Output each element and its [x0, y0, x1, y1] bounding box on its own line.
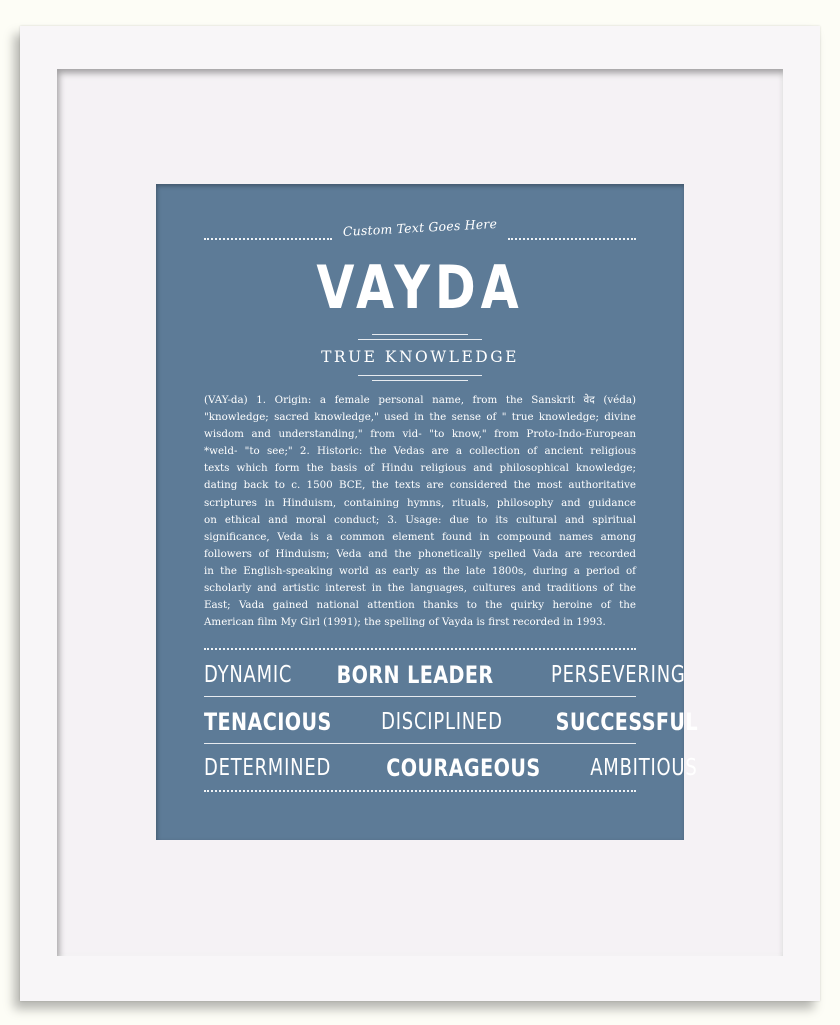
definition-line: on ethical and moral conduct; 3. Usage: due to its cultural and spiritual	[204, 513, 636, 526]
trait-row	[204, 658, 686, 692]
definition-line: scholarly and artistic interest in the languages, cultures and traditions of the	[204, 582, 636, 595]
trait-word: TENACIOUS	[204, 708, 332, 736]
trait-word: PERSEVERING	[551, 662, 686, 688]
rule-below-meaning	[358, 375, 482, 376]
definition-line: followers of Hinduism; Veda and the phonetically spelled Vada are recorded	[204, 547, 636, 560]
custom-text: Custom Text Goes Here	[342, 215, 498, 240]
trait-word: SUCCESSFUL	[555, 708, 698, 736]
dotted-rule-right	[508, 238, 636, 240]
rule-between-traits	[204, 696, 636, 697]
name-art-print	[156, 184, 698, 840]
name-title: VAYDA	[316, 253, 524, 323]
definition-line: scriptures in Hinduism, containing hymns, rituals, philosophy and guidance	[204, 496, 636, 509]
trait-row	[204, 705, 698, 739]
trait-word: DISCIPLINED	[380, 709, 503, 735]
rule-below-meaning-2	[372, 380, 468, 381]
definition-line: significance, Veda is a common element found in compound names among	[204, 530, 636, 543]
definition-line: *weld- "to see;" 2. Historic: the Vedas are a collection of ancient religious	[204, 445, 636, 458]
trait-word: DYNAMIC	[204, 662, 293, 688]
definition-line: American film My Girl (1991); the spelling of Vayda is first recorded in 1993.	[204, 616, 606, 629]
trait-row	[204, 751, 698, 785]
definition-line: dating back to c. 1500 BCE, the texts are considered the most authoritative	[204, 479, 636, 492]
trait-word: BORN LEADER	[336, 661, 494, 689]
dotted-rule-traits-top	[204, 648, 636, 650]
trait-word: AMBITIOUS	[589, 755, 698, 781]
rule-between-traits	[204, 743, 636, 744]
definition-line: wisdom and understanding," from vid- "to know," from Proto-Indo-European	[204, 428, 636, 441]
definition-line: "knowledge; sacred knowledge," used in the sense of " true knowledge; divine	[204, 411, 636, 424]
definition-line: East; Vada gained national attention thanks to the quirky heroine of the	[204, 599, 636, 612]
name-definition	[204, 392, 636, 631]
name-meaning: TRUE KNOWLEDGE	[321, 348, 519, 366]
definition-line: in the English-speaking world as early as the late 1800s, during a period of	[204, 564, 636, 577]
definition-line: (VAY-da) 1. Origin: a female personal name, from the Sanskrit वेद (véda)	[204, 394, 636, 406]
dotted-rule-traits-bottom	[204, 790, 636, 792]
trait-word: DETERMINED	[204, 755, 332, 781]
rule-above-meaning	[372, 334, 468, 335]
rule-above-meaning-2	[358, 339, 482, 340]
trait-word: COURAGEOUS	[386, 754, 541, 782]
definition-line: texts which form the basis of Hindu religious and philosophical knowledge;	[204, 462, 636, 475]
